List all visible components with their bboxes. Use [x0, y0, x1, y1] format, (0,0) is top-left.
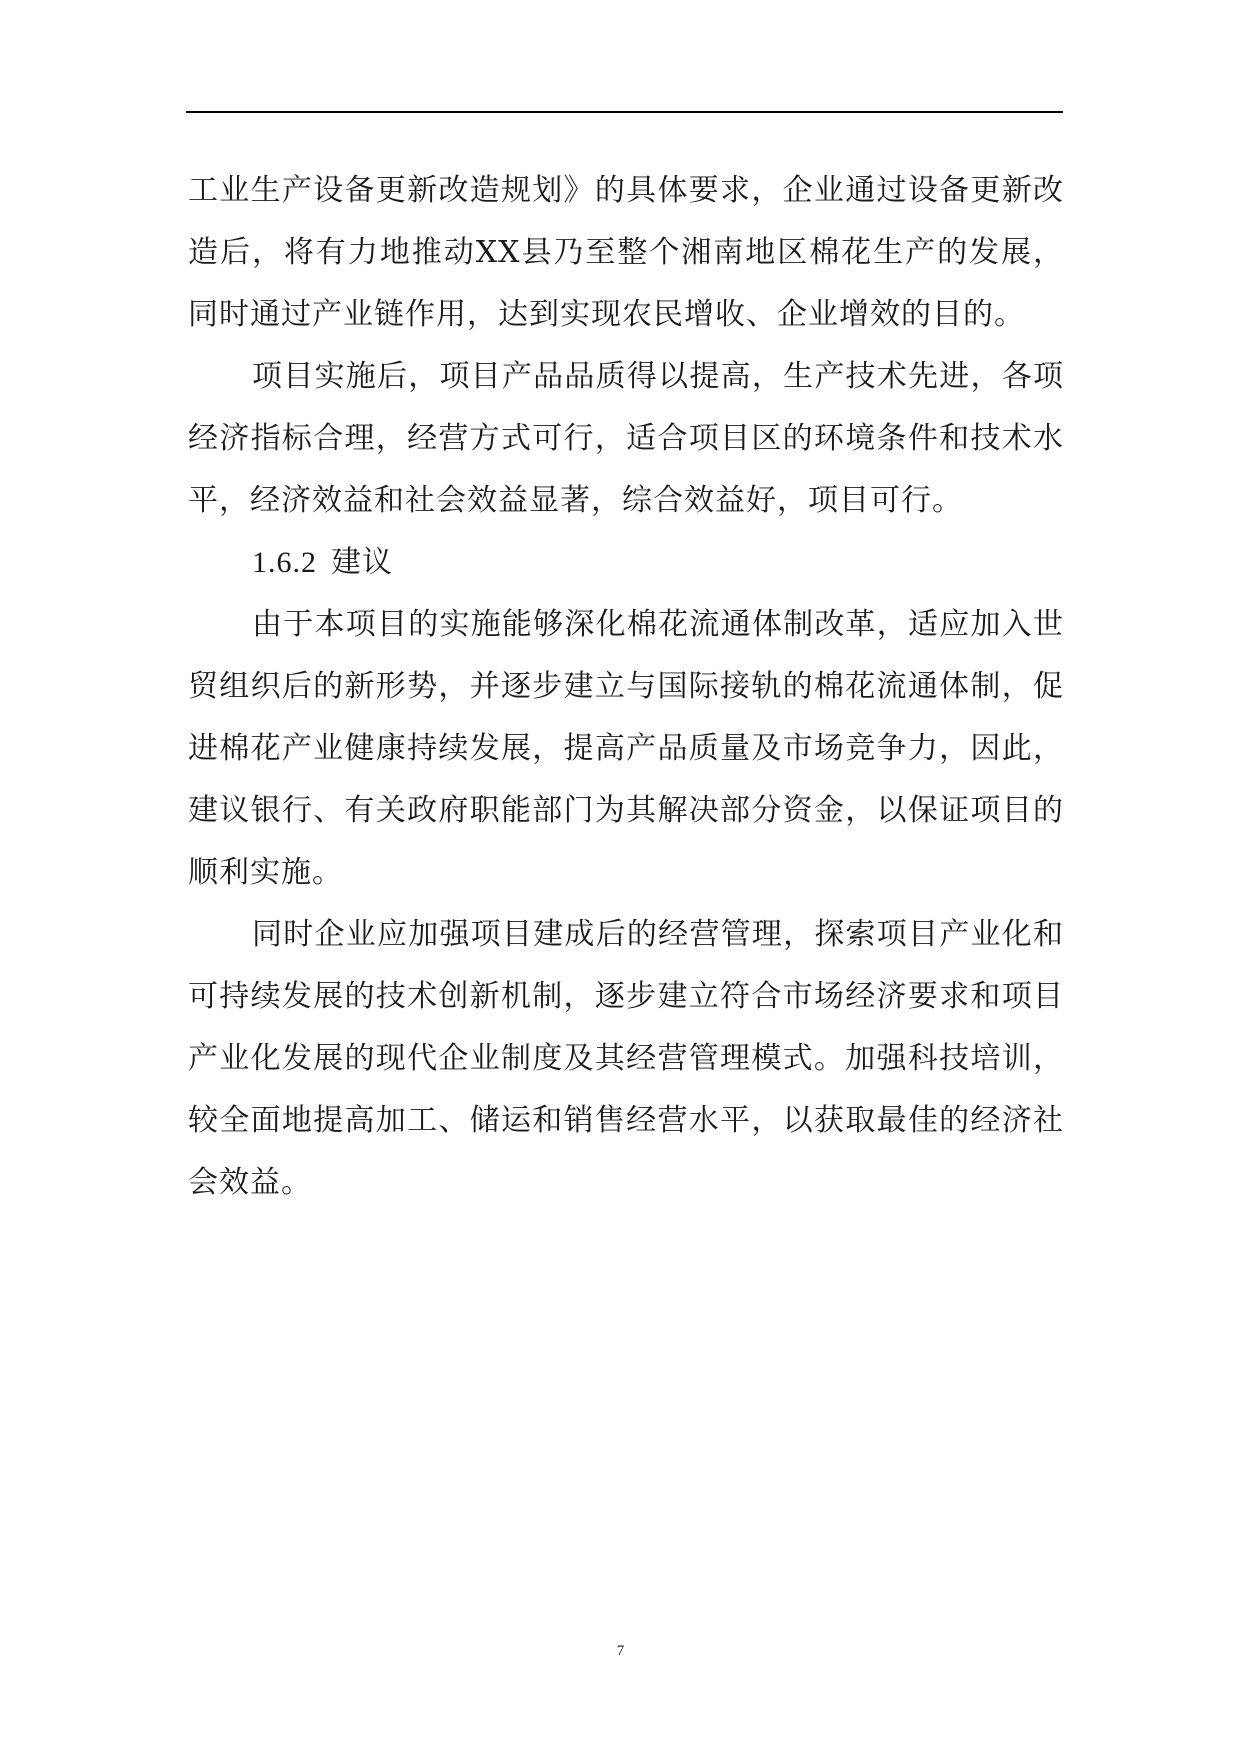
section-heading — [188, 532, 1064, 594]
section-number: 1.6.2 — [252, 546, 317, 579]
document-body — [188, 160, 1064, 1214]
paragraph-continuation: 工业生产设备更新改造规划》的具体要求，企业通过设备更新改造后，将有力地推动XX县乃至整个湘南地区棉花生产的发展，同时通过产业链作用，达到实现农民增收、企业增效的目的。 — [188, 173, 1064, 332]
paragraph-conclusion: 项目实施后，项目产品品质得以提高，生产技术先进，各项经济指标合理，经营方式可行，适合项目区的环境条件和技术水平，经济效益和社会效益显著，综合效益好，项目可行。 — [188, 359, 1064, 518]
paragraph-management: 同时企业应加强项目建成后的经营管理，探索项目产业化和可持续发展的技术创新机制，逐步建立符合市场经济要求和项目产业化发展的现代企业制度及其经营管理模式。加强科技培训，较全面地提高加工、储运和销售经营水平，以获取最佳的经济社会效益。 — [188, 917, 1064, 1200]
section-title: 建议 — [331, 545, 393, 580]
header-rule — [186, 111, 1063, 113]
page-number: 7 — [616, 1643, 625, 1659]
paragraph-recommendation: 由于本项目的实施能够深化棉花流通体制改革，适应加入世贸组织后的新形势，并逐步建立与国际接轨的棉花流通体制，促进棉花产业健康持续发展，提高产品质量及市场竞争力，因此，建议银行、有关政府职能部门为其解决部分资金，以保证项目的顺利实施。 — [188, 607, 1064, 890]
